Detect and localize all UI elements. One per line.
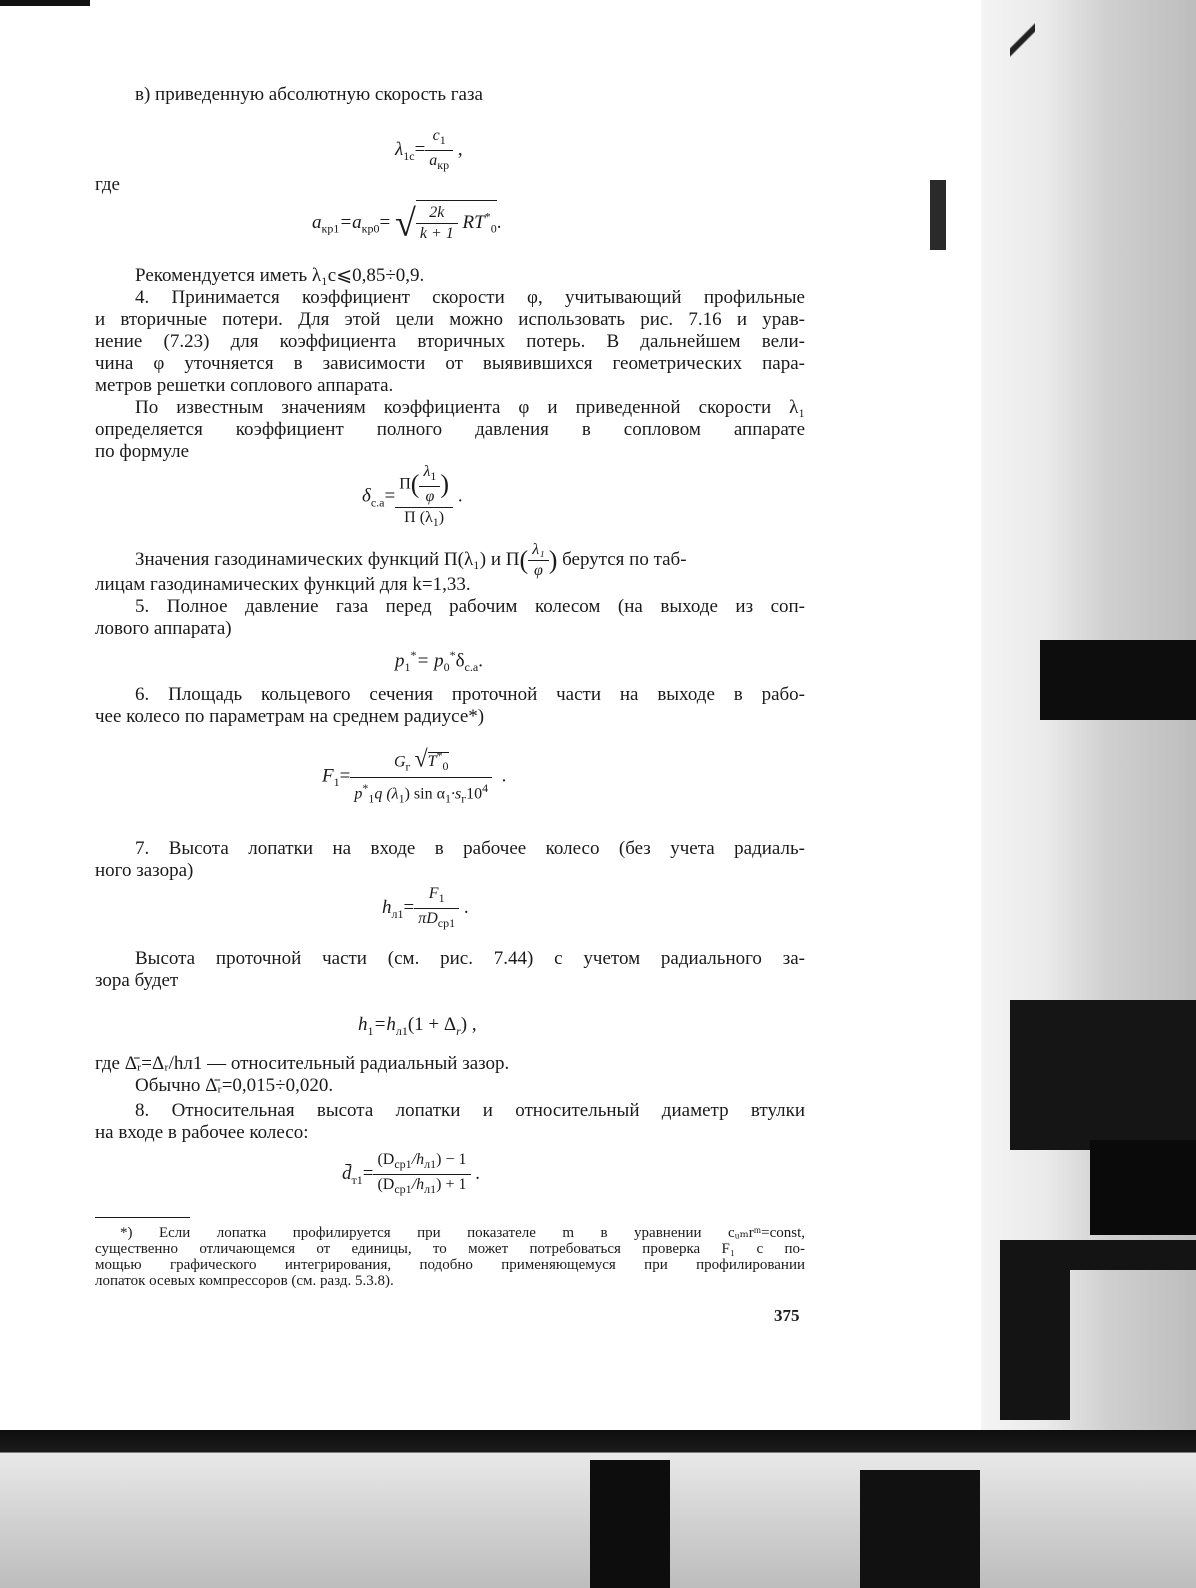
paragraph-4-line: метров решетки соплового аппарата. — [95, 375, 394, 396]
paragraph-height-line: зора будет — [95, 970, 179, 991]
footnote-rule — [95, 1217, 190, 1218]
equation-F1: $F_1=$ $\frac{G_г √T^*_0}{p^*_1q (\lambda_1) \sin \alpha_1\cdot s_г10^4}$ . — [322, 746, 507, 806]
equation-lambda-1c: $\lambda_{1c}=$ $\frac{c_1}{a_{кр}}$ , — [395, 127, 463, 173]
page-number: 375 — [774, 1306, 800, 1325]
text-recommendation: Рекомендуется иметь λ₁c⩽0,85÷0,9. — [135, 265, 425, 286]
scan-artifact — [860, 1470, 980, 1588]
paragraph-values-line: Значения газодинамических функций Π(λ₁) и Π( $\frac{\text{λ₁}}{\varphi}$ ) берутся по таб- — [135, 541, 687, 579]
paragraph-known-line: по формуле — [95, 441, 190, 462]
scan-artifact — [1000, 1240, 1196, 1270]
paragraph-7-line: 7. Высота лопатки на входе в рабочее колесо (без учета радиаль- — [135, 838, 805, 859]
paragraph-height-line: Высота проточной части (см. рис. 7.44) с учетом радиального за- — [135, 948, 805, 969]
paragraph-8-line: 8. Относительная высота лопатки и относительный диаметр втулки — [135, 1100, 805, 1121]
equation-p1: $p_1^*= p_0^*\delta_{с.а}$. — [395, 648, 483, 675]
scan-artifact — [0, 0, 90, 6]
footnote-line: лопаток осевых компрессоров (см. разд. 5.3.8). — [95, 1273, 394, 1289]
footnote-line: мощью графического интегрирования, подобно применяющемуся при профилировании — [95, 1257, 805, 1273]
equation-delta-sa: $\delta_{с.а}=$ Π( $\frac{\lambda_1}{\varphi}$ ) Π $(\lambda_1)$ . — [362, 463, 463, 530]
scan-artifact — [590, 1460, 670, 1588]
text-usually: Обычно Δ̄ᵣ=0,015÷0,020. — [135, 1075, 334, 1096]
equation-h-l1: $h_{л1}=$ $\frac{F_1}{\pi D_{ср1}}$ . — [382, 885, 469, 931]
paragraph-7-line: ного зазора) — [95, 860, 194, 881]
equation-a-kr: $a_{кр1}=a_{кр0}=$ √ $\frac{2k}{k + 1}$ $RT^*_0$. — [312, 200, 501, 246]
paragraph-4-line: чина φ уточняется в зависимости от выявившихся геометрических пара- — [95, 353, 805, 374]
equation-d-t1: $d̄_{т1}=$ $\frac{(D_{ср1}/h_{л1}) - 1}{(D_{ср1}/h_{л1}) + 1}$ . — [342, 1151, 480, 1197]
scan-artifact — [1010, 0, 1035, 80]
paragraph-known-line: По известным значениям коэффициента φ и приведенной скорости λ₁ — [135, 397, 805, 418]
paragraph-6-line: чее колесо по параметрам на среднем радиусе*) — [95, 706, 485, 727]
paragraph-4-line: нение (7.23) для коэффициента вторичных потерь. В дальнейшем вели- — [95, 331, 805, 352]
paragraph-6-line: 6. Площадь кольцевого сечения проточной части на выходе в рабо- — [135, 684, 805, 705]
text-where-gap: где Δ̄ᵣ=Δᵣ/hл1 — относительный радиальный зазор. — [95, 1053, 510, 1074]
footnote-line: существенно отличающемся от единицы, то может потребоваться проверка F₁ с по- — [95, 1241, 805, 1257]
paragraph-known-line: определяется коэффициент полного давления в сопловом аппарате — [95, 419, 805, 440]
paragraph-5-line: лового аппарата) — [95, 618, 232, 639]
scan-artifact — [1090, 1140, 1196, 1235]
paragraph-values-line: лицам газодинамических функций для k=1,33. — [95, 574, 471, 595]
text-line: в) приведенную абсолютную скорость газа — [135, 84, 483, 105]
text-where: где — [95, 174, 120, 195]
footnote-line: *) Если лопатка профилируется при показателе m в уравнении cᵤₘrᵐ=const, — [120, 1225, 805, 1241]
paragraph-4-line: и вторичные потери. Для этой цели можно использовать рис. 7.16 и урав- — [95, 309, 805, 330]
equation-h1: $h_1=h_{л1}(1 + \Delta_r)$ , — [358, 1014, 477, 1038]
scan-artifact — [930, 180, 946, 250]
paragraph-4-line: 4. Принимается коэффициент скорости φ, учитывающий профильные — [135, 287, 805, 308]
scan-artifact — [1040, 640, 1196, 720]
paragraph-5-line: 5. Полное давление газа перед рабочим колесом (на выходе из соп- — [135, 596, 805, 617]
scan-artifact — [1010, 1000, 1196, 1150]
paragraph-8-line: на входе в рабочее колесо: — [95, 1122, 309, 1143]
